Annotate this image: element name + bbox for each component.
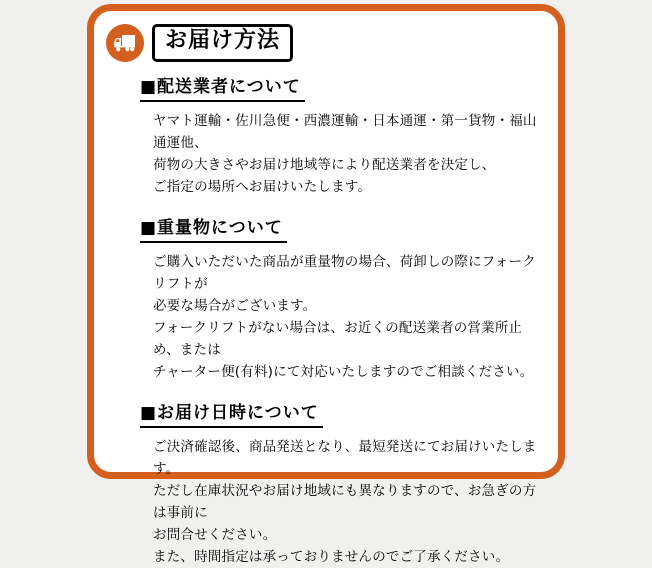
body-line: ご購入いただいた商品が重量物の場合、荷卸しの際にフォークリフトが xyxy=(153,254,536,292)
body-line: ヤマト運輸・佐川急便・西濃運輸・日本通運・第一貨物・福山通運他、 xyxy=(153,113,537,151)
section-body xyxy=(153,251,538,383)
truck-icon xyxy=(106,24,144,62)
body-line: フォークリフトがない場合は、お近くの配送業者の営業所止め、または xyxy=(153,320,523,358)
body-line: また、時間指定は承っておりませんのでご了承ください。 xyxy=(153,549,510,565)
body-line: お問合せください。 xyxy=(153,527,277,543)
body-line: 荷物の大きさやお届け地域等により配送業者を決定し、 xyxy=(153,157,496,173)
delivery-info-panel xyxy=(87,4,565,565)
sections-container xyxy=(140,72,558,568)
body-line: 必要な場合がございます。 xyxy=(153,298,317,314)
body-line: ご指定の場所へお届けいたします。 xyxy=(153,179,372,195)
section-heading: ■お届け日時について xyxy=(140,398,323,428)
panel-title: お届け方法 xyxy=(152,24,293,61)
section-body xyxy=(153,436,538,568)
section-heading: ■配送業者について xyxy=(140,72,305,102)
section-shipping-carriers xyxy=(140,72,538,198)
body-line: ご決済確認後、商品発送となり、最短発送にてお届けいたします。 xyxy=(153,439,537,477)
body-line: チャーター便(有料)にて対応いたしますのでご相談ください。 xyxy=(153,364,534,380)
section-body xyxy=(153,110,538,198)
panel-header xyxy=(106,24,558,62)
section-heading: ■重量物について xyxy=(140,213,287,243)
section-delivery-datetime xyxy=(140,398,538,568)
body-line: ただし在庫状況やお届け地域にも異なりますので、お急ぎの方は事前に xyxy=(153,483,537,521)
section-heavy-items xyxy=(140,213,538,383)
